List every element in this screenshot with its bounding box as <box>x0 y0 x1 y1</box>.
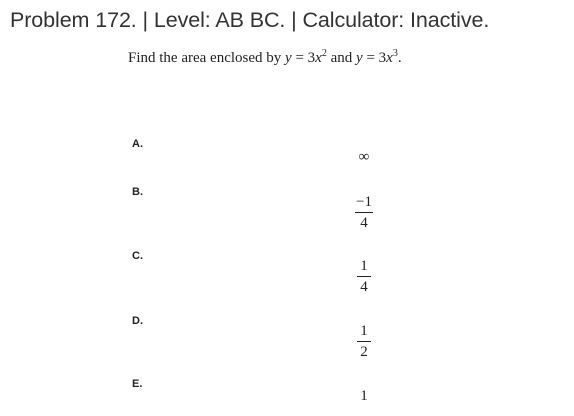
and-word: and <box>326 50 357 66</box>
equals-1: = 3 <box>291 50 316 66</box>
fraction <box>357 324 371 360</box>
exponent-2: 3 <box>392 48 398 59</box>
fraction-denominator: 2 <box>360 344 368 360</box>
choice-e-value[interactable]: 1 <box>360 388 368 404</box>
choice-b-label[interactable]: B. <box>132 186 143 198</box>
question-period: . <box>397 50 402 66</box>
fraction-denominator: 4 <box>360 279 368 295</box>
question-prefix: Find the area enclosed by <box>128 50 286 66</box>
var-x-2: x <box>386 50 393 66</box>
fraction <box>355 195 373 231</box>
fraction-numerator: 1 <box>357 259 371 277</box>
var-y-1: y <box>285 50 292 66</box>
fraction-numerator: −1 <box>355 195 373 213</box>
problem-header: Problem 172. | Level: AB BC. | Calculator: Inactive. <box>10 8 490 32</box>
choice-a-value[interactable]: ∞ <box>358 149 370 165</box>
fraction <box>357 259 371 295</box>
equals-2: = 3 <box>362 50 387 66</box>
choice-a-label[interactable]: A. <box>132 138 143 150</box>
var-x-1: x <box>315 50 322 66</box>
exponent-1: 2 <box>321 48 327 59</box>
choice-b-value[interactable] <box>344 194 384 231</box>
var-y-2: y <box>356 50 363 66</box>
question-text <box>128 50 402 67</box>
fraction-numerator: 1 <box>357 324 371 342</box>
choice-d-label[interactable]: D. <box>132 315 143 327</box>
choice-c-label[interactable]: C. <box>132 250 143 262</box>
choice-e-label[interactable]: E. <box>132 378 143 390</box>
fraction-denominator: 4 <box>360 215 368 231</box>
choice-d-value[interactable] <box>344 323 384 360</box>
choice-c-value[interactable] <box>344 258 384 295</box>
